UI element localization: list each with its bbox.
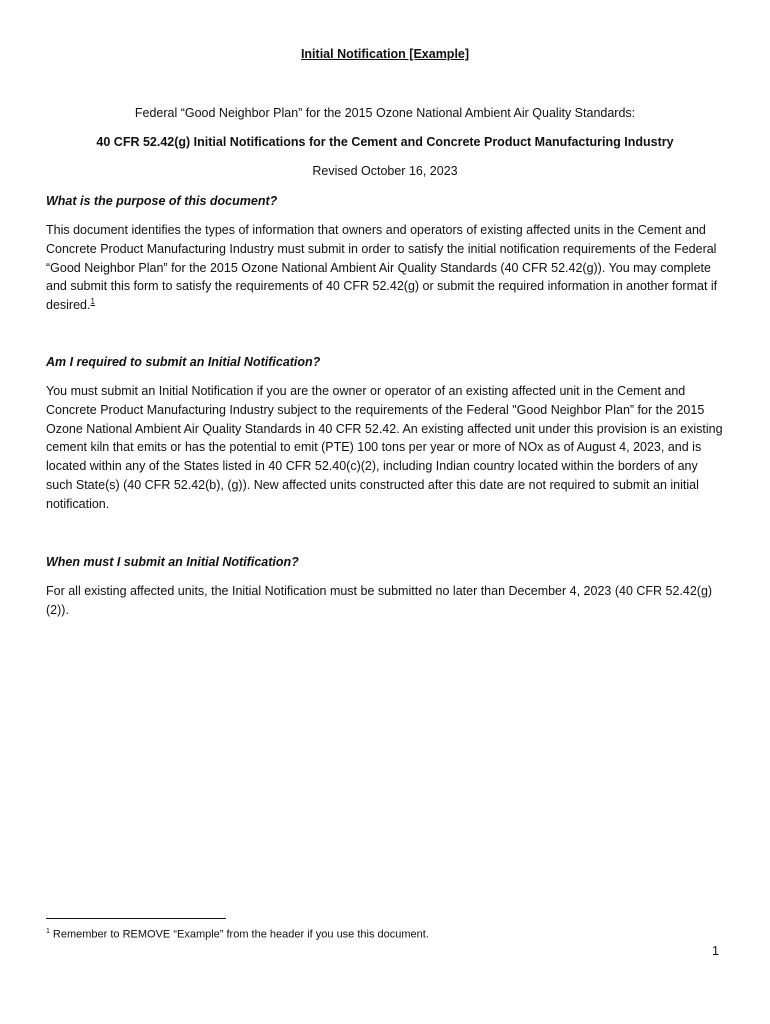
section-heading-purpose: What is the purpose of this document? [46, 194, 278, 208]
section-body-required: You must submit an Initial Notification if you are the owner or operator of an existing affected unit in the Cement and Concrete Product Manufacturing Industry subject to the requirements of the Federal "Good Neighbor Plan” for the 2015 Ozone National Ambient Air Quality Standards in 40 CFR 52.42. An existing affected unit under this provision is an existing cement kiln that emits or has the potential to emit (PTE) 100 tons per year or more of NOx as of August 4, 2023, and is located within any of the States listed in 40 CFR 52.40(c)(2), including Indian country located within the borders of any such State(s) (40 CFR 52.42(b), (g)). New affected units constructed after this date are not required to submit an initial notification. [46, 384, 723, 511]
footnote-divider [46, 918, 226, 919]
footnote-reference[interactable]: 1 [90, 297, 95, 307]
footnote-text: Remember to REMOVE “Example” from the header if you use this document. [52, 928, 429, 941]
revised-date: Revised October 16, 2023 [312, 164, 458, 178]
section-heading-required: Am I required to submit an Initial Notification? [46, 355, 321, 369]
section-heading-deadline: When must I submit an Initial Notification? [46, 555, 299, 569]
footnote-number: 1 [46, 928, 50, 935]
document-regulation-title: 40 CFR 52.42(g) Initial Notifications for the Cement and Concrete Product Manufacturing Industry [96, 135, 674, 149]
section-body-purpose-text: This document identifies the types of information that owners and operators of existing affected units in the Cement and Concrete Product Manufacturing Industry must submit in order to satisfy the initial notification requirements of the Federal “Good Neighbor Plan” for the 2015 Ozone National Ambient Air Quality Standards (40 CFR 52.42(g)). You may complete and submit this form to satisfy the requirements of 40 CFR 52.42(g) or submit the required information in another format if desired. [46, 223, 718, 313]
footnote [46, 928, 429, 941]
page-number: 1 [712, 944, 719, 958]
section-body-purpose [46, 221, 726, 315]
section-body-deadline: For all existing affected units, the Initial Notification must be submitted no later than December 4, 2023 (40 CFR 52.42(g)(2)). [46, 584, 713, 617]
document-title: Initial Notification [Example] [300, 47, 470, 61]
document-subtitle: Federal “Good Neighbor Plan” for the 2015 Ozone National Ambient Air Quality Standards: [134, 106, 636, 120]
